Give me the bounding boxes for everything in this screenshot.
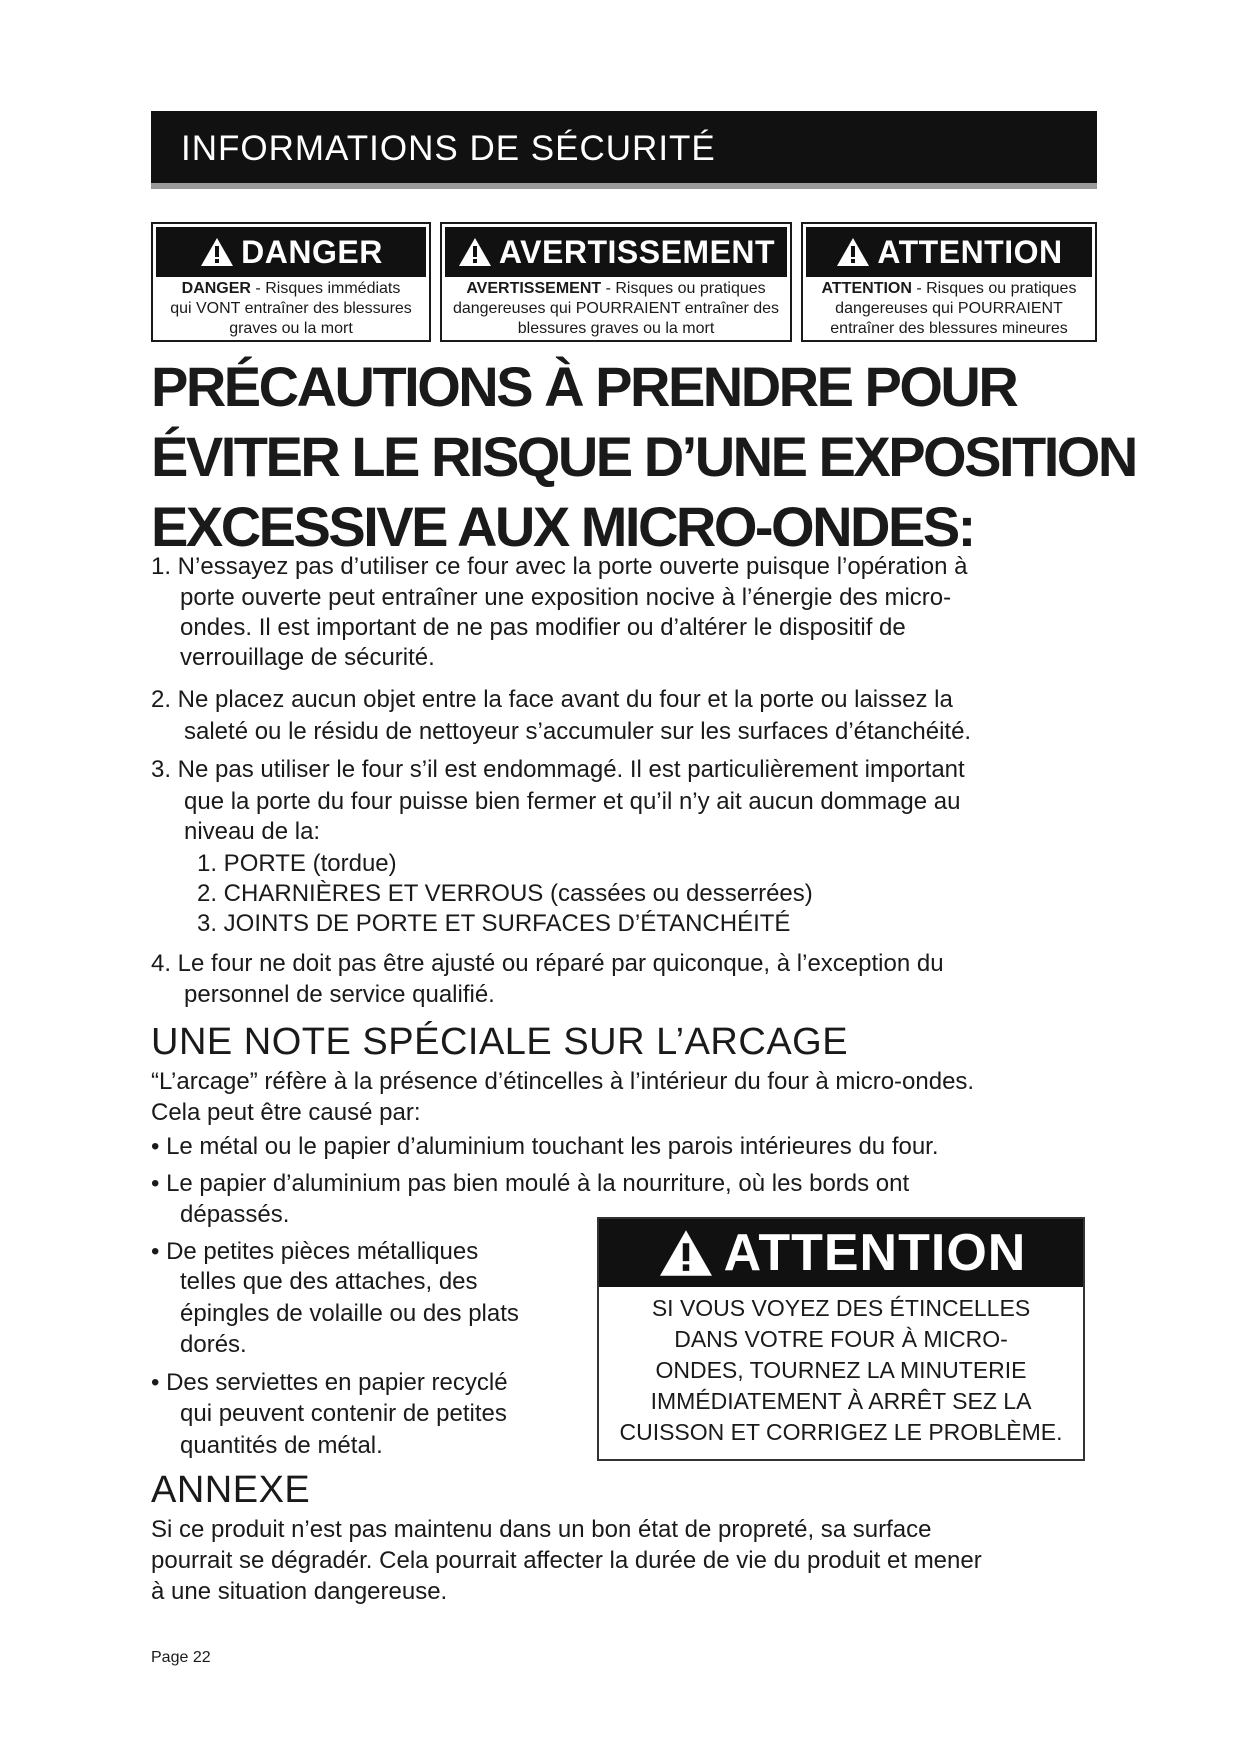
arcing-bullet-3-line: épingles de volaille ou des plats [180,1300,519,1327]
precaution-item-2-line: saleté ou le résidu de nettoyeur s’accumuler sur les surfaces d’étanchéité. [184,718,972,745]
precaution-item-1-line: porte ouverte peut entraîner une exposition nocive à l’énergie des micro- [180,584,952,611]
warning-triangle-icon [835,236,871,268]
attention-callout-word: ATTENTION [723,1224,1027,1282]
attention-bold-label: ATTENTION [821,280,912,297]
precaution-item-4-line: personnel de service qualifié. [184,981,495,1008]
avertissement-text-line: - Risques ou pratiques [601,280,766,297]
avertissement-text-line: blessures graves ou la mort [517,320,715,337]
page-number: Page 22 [151,1649,211,1666]
avertissement-bold-label: AVERTISSEMENT [466,280,602,297]
attention-callout-text [599,1287,1083,1448]
page-title [151,352,1136,562]
precaution-item-4: 4. Le four ne doit pas être ajusté ou réparé par quiconque, à l’exception du [151,950,944,977]
arcing-bullet-2-line: dépassés. [180,1201,290,1228]
arcing-intro-line: Cela peut être causé par: [151,1099,421,1126]
attention-callout-line: IMMÉDIATEMENT À ARRÊT SEZ LA [650,1388,1032,1414]
attention-callout-line: SI VOUS VOYEZ DES ÉTINCELLES [651,1295,1031,1321]
attention-text-line: entraîner des blessures mineures [830,320,1068,337]
precaution-item-1-line: ondes. Il est important de ne pas modifier ou d’altérer le dispositif de [180,614,906,641]
danger-text-line: - Risques immédiats [250,280,401,297]
danger-text-line: graves ou la mort [229,320,353,337]
damage-subitem: 2. CHARNIÈRES ET VERROUS (cassées ou desserrées) [197,880,813,907]
attention-signal-box [801,222,1097,342]
attention-text-line: dangereuses qui POURRAIENT [835,300,1063,317]
warning-triangle-icon [457,236,493,268]
title-line: EXCESSIVE AUX MICRO-ONDES: [151,495,974,558]
attention-callout-box [597,1217,1085,1461]
avertissement-signal-word: AVERTISSEMENT [498,233,776,270]
attention-signal-text [803,277,1095,339]
danger-signal-box [151,222,431,342]
attention-callout-head [599,1219,1083,1287]
precaution-item-3-line: que la porte du four puisse bien fermer et qu’il n’y ait aucun dommage au [184,788,961,815]
damage-subitem: 1. PORTE (tordue) [197,850,397,877]
avertissement-signal-text [442,277,790,339]
annexe-text: Si ce produit n’est pas maintenu dans un bon état de propreté, sa surface [151,1516,932,1543]
section-header-title: INFORMATIONS DE SÉCURITÉ [181,129,716,168]
arcing-bullet-3-line: dorés. [180,1331,247,1358]
precaution-item-2: 2. Ne placez aucun objet entre la face avant du four et la porte ou laissez la [151,686,953,713]
damage-subitem: 3. JOINTS DE PORTE ET SURFACES D’ÉTANCHÉITÉ [197,910,791,937]
arcing-bullet-2: • Le papier d’aluminium pas bien moulé à la nourriture, où les bords ont [151,1170,910,1197]
arcing-bullet-3: • De petites pièces métalliques [151,1238,479,1265]
annexe-text-line: pourrait se dégradér. Cela pourrait affecter la durée de vie du produit et mener [151,1547,982,1574]
arcing-bullet-4: • Des serviettes en papier recyclé [151,1369,508,1396]
arcing-bullet-1: • Le métal ou le papier d’aluminium touchant les parois intérieures du four. [151,1133,939,1160]
annexe-heading: ANNEXE [151,1469,311,1511]
title-line: ÉVITER LE RISQUE D’UNE EXPOSITION [151,425,1136,488]
arcing-intro: “L’arcage” réfère à la présence d’étincelles à l’intérieur du four à micro-ondes. [151,1068,975,1095]
avertissement-text-line: dangereuses qui POURRAIENT entraîner des [452,300,780,317]
attention-signal-head [806,227,1092,277]
arcing-heading: UNE NOTE SPÉCIALE SUR L’ARCAGE [151,1021,849,1063]
title-line: PRÉCAUTIONS À PRENDRE POUR [151,355,1017,418]
precaution-item-3: 3. Ne pas utiliser le four s’il est endommagé. Il est particulièrement important [151,756,965,783]
arcing-bullet-4-line: quantités de métal. [180,1432,383,1459]
warning-triangle-icon [199,236,235,268]
danger-signal-head [156,227,426,277]
arcing-bullet-4-line: qui peuvent contenir de petites [180,1400,507,1427]
danger-text-line: qui VONT entraîner des blessures [170,300,412,317]
section-header-bar [151,111,1097,189]
attention-callout-line: DANS VOTRE FOUR À MICRO- [674,1326,1008,1352]
precaution-item-3-line: niveau de la: [184,818,321,845]
attention-text-line: - Risques ou pratiques [911,280,1077,297]
arcing-bullet-3-line: telles que des attaches, des [180,1268,478,1295]
danger-signal-text [153,277,429,339]
danger-signal-word: DANGER [241,233,383,270]
annexe-text-line: à une situation dangereuse. [151,1578,448,1605]
attention-callout-line: ONDES, TOURNEZ LA MINUTERIE [655,1357,1027,1383]
precaution-item-1-line: verrouillage de sécurité. [180,644,435,671]
attention-callout-line: CUISSON ET CORRIGEZ LE PROBLÈME. [619,1419,1063,1445]
avertissement-signal-box [440,222,792,342]
warning-triangle-icon [656,1227,716,1279]
attention-signal-word: ATTENTION [877,233,1063,270]
precaution-item-1: 1. N’essayez pas d’utiliser ce four avec la porte ouverte puisque l’opération à [151,553,968,580]
avertissement-signal-head [445,227,787,277]
danger-bold-label: DANGER [181,280,251,297]
